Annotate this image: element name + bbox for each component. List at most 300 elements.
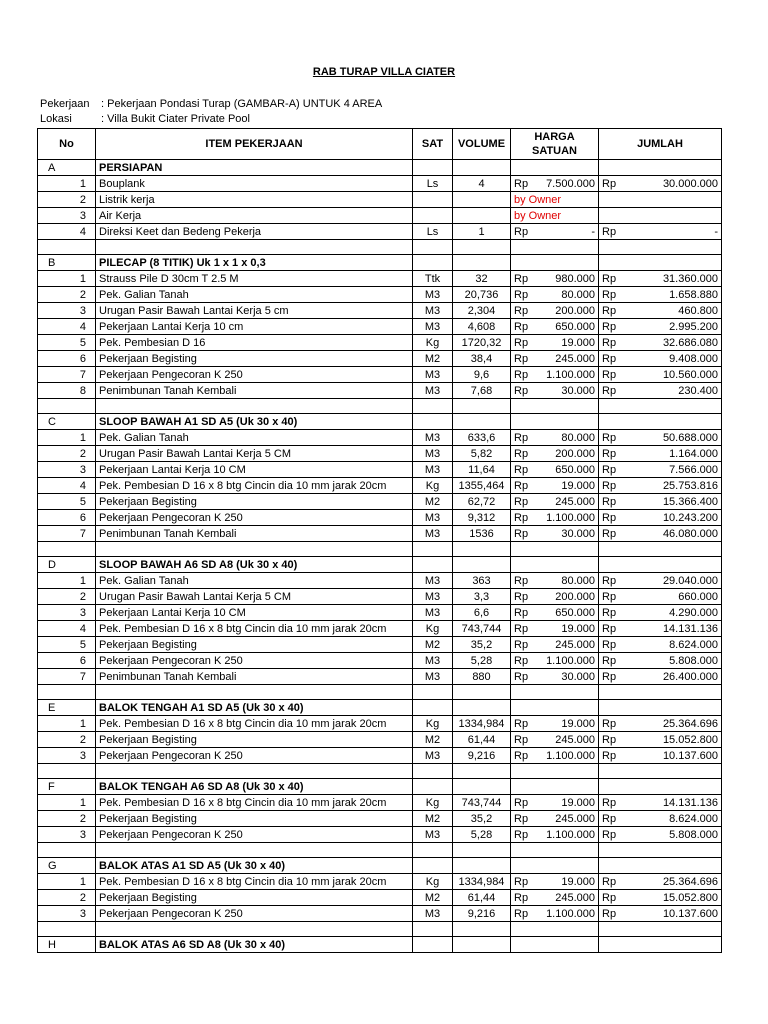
- item-total: [599, 303, 722, 319]
- table-row: [38, 811, 722, 827]
- item-number: 3: [38, 827, 96, 843]
- currency-label: Rp: [514, 828, 529, 841]
- item-number: 4: [38, 224, 96, 240]
- item-unit: [413, 192, 453, 208]
- empty-cell: [413, 557, 453, 573]
- item-volume: 9,312: [453, 510, 511, 526]
- price-value: 245.000: [555, 891, 595, 904]
- currency-label: Rp: [514, 670, 529, 683]
- item-unit: Kg: [413, 621, 453, 637]
- currency-label: Rp: [602, 606, 617, 619]
- currency-label: Rp: [602, 368, 617, 381]
- item-price: [511, 462, 599, 478]
- table-row: [38, 287, 722, 303]
- item-description: Urugan Pasir Bawah Lantai Kerja 5 CM: [96, 589, 413, 605]
- item-total: [599, 589, 722, 605]
- currency-label: Rp: [514, 606, 529, 619]
- item-unit: M3: [413, 303, 453, 319]
- empty-cell: [511, 922, 599, 937]
- total-value: 1.658.880: [669, 288, 718, 301]
- meta-lokasi: [40, 113, 250, 125]
- section-row: [38, 255, 722, 271]
- item-unit: Kg: [413, 335, 453, 351]
- item-description: Pek. Pembesian D 16 x 8 btg Cincin dia 10 mm jarak 20cm: [96, 795, 413, 811]
- item-unit: Ls: [413, 224, 453, 240]
- currency-label: Rp: [602, 431, 617, 444]
- currency-label: Rp: [514, 352, 529, 365]
- empty-cell: [511, 779, 599, 795]
- currency-label: Rp: [602, 574, 617, 587]
- currency-label: Rp: [602, 749, 617, 762]
- item-number: 1: [38, 271, 96, 287]
- item-volume: 9,216: [453, 906, 511, 922]
- currency-label: Rp: [514, 288, 529, 301]
- table-row: [38, 462, 722, 478]
- section-title: BALOK TENGAH A6 SD A8 (Uk 30 x 40): [96, 779, 413, 795]
- empty-cell: [413, 922, 453, 937]
- item-volume: 743,744: [453, 621, 511, 637]
- item-volume: 363: [453, 573, 511, 589]
- item-unit: M3: [413, 510, 453, 526]
- empty-cell: [511, 685, 599, 700]
- price-value: 1.100.000: [546, 749, 595, 762]
- item-price: [511, 906, 599, 922]
- item-number: 7: [38, 526, 96, 542]
- item-description: Pekerjaan Pengecoran K 250: [96, 906, 413, 922]
- item-number: 5: [38, 335, 96, 351]
- price-value: 1.100.000: [546, 511, 595, 524]
- table-row: [38, 192, 722, 208]
- item-number: 2: [38, 446, 96, 462]
- table-row: [38, 367, 722, 383]
- item-volume: 20,736: [453, 287, 511, 303]
- item-total: [599, 494, 722, 510]
- item-price: [511, 573, 599, 589]
- item-price: [511, 303, 599, 319]
- price-value: 245.000: [555, 733, 595, 746]
- empty-cell: [38, 399, 96, 414]
- item-unit: M2: [413, 637, 453, 653]
- item-number: 6: [38, 653, 96, 669]
- section-title: PERSIAPAN: [96, 160, 413, 176]
- item-number: 3: [38, 462, 96, 478]
- item-unit: Kg: [413, 478, 453, 494]
- item-description: Pekerjaan Pengecoran K 250: [96, 653, 413, 669]
- item-total: [599, 430, 722, 446]
- item-volume: 1: [453, 224, 511, 240]
- empty-cell: [413, 764, 453, 779]
- total-value: 4.290.000: [669, 606, 718, 619]
- item-volume: 38,4: [453, 351, 511, 367]
- price-value: 19.000: [561, 796, 595, 809]
- price-value: 80.000: [561, 574, 595, 587]
- item-number: 4: [38, 621, 96, 637]
- currency-label: Rp: [514, 225, 529, 238]
- empty-cell: [413, 700, 453, 716]
- item-price: [511, 605, 599, 621]
- item-number: 1: [38, 795, 96, 811]
- item-unit: Kg: [413, 716, 453, 732]
- currency-label: Rp: [514, 907, 529, 920]
- table-row: [38, 208, 722, 224]
- meta-pekerjaan: [40, 98, 382, 110]
- item-note: by Owner: [511, 208, 599, 224]
- item-volume: 5,28: [453, 653, 511, 669]
- table-row: [38, 335, 722, 351]
- item-number: 1: [38, 176, 96, 192]
- empty-cell: [453, 255, 511, 271]
- currency-label: Rp: [514, 368, 529, 381]
- empty-cell: [599, 240, 722, 255]
- item-volume: 1334,984: [453, 716, 511, 732]
- item-number: 3: [38, 303, 96, 319]
- item-volume: 5,82: [453, 446, 511, 462]
- item-description: Penimbunan Tanah Kembali: [96, 526, 413, 542]
- price-value: 245.000: [555, 812, 595, 825]
- item-number: 8: [38, 383, 96, 399]
- spacer-row: [38, 240, 722, 255]
- empty-cell: [413, 240, 453, 255]
- currency-label: Rp: [602, 272, 617, 285]
- item-volume: 1334,984: [453, 874, 511, 890]
- item-unit: M3: [413, 430, 453, 446]
- item-number: 7: [38, 669, 96, 685]
- item-description: Direksi Keet dan Bedeng Pekerja: [96, 224, 413, 240]
- item-volume: 1536: [453, 526, 511, 542]
- currency-label: Rp: [514, 320, 529, 333]
- empty-cell: [413, 779, 453, 795]
- item-total: [599, 176, 722, 192]
- total-value: 660.000: [678, 590, 718, 603]
- empty-cell: [96, 399, 413, 414]
- item-unit: M3: [413, 589, 453, 605]
- empty-cell: [599, 937, 722, 953]
- item-number: 3: [38, 605, 96, 621]
- item-volume: [453, 208, 511, 224]
- section-row: [38, 779, 722, 795]
- item-description: Pekerjaan Begisting: [96, 890, 413, 906]
- section-title: SLOOP BAWAH A1 SD A5 (Uk 30 x 40): [96, 414, 413, 430]
- item-total: [599, 319, 722, 335]
- table-row: [38, 890, 722, 906]
- empty-cell: [38, 843, 96, 858]
- item-number: 5: [38, 494, 96, 510]
- item-description: Listrik kerja: [96, 192, 413, 208]
- item-unit: M3: [413, 462, 453, 478]
- empty-cell: [599, 399, 722, 414]
- item-volume: 61,44: [453, 890, 511, 906]
- empty-cell: [599, 700, 722, 716]
- section-row: [38, 700, 722, 716]
- spacer-row: [38, 843, 722, 858]
- price-value: 80.000: [561, 288, 595, 301]
- currency-label: Rp: [602, 288, 617, 301]
- empty-cell: [599, 858, 722, 874]
- section-letter: G: [38, 858, 96, 874]
- total-value: 8.624.000: [669, 638, 718, 651]
- currency-label: Rp: [514, 590, 529, 603]
- table-row: [38, 526, 722, 542]
- item-unit: M3: [413, 748, 453, 764]
- item-volume: 11,64: [453, 462, 511, 478]
- item-total: [599, 335, 722, 351]
- price-value: 200.000: [555, 447, 595, 460]
- price-value: 1.100.000: [546, 654, 595, 667]
- pekerjaan-label: Pekerjaan: [40, 98, 90, 110]
- empty-cell: [511, 255, 599, 271]
- total-value: 1.164.000: [669, 447, 718, 460]
- empty-cell: [599, 764, 722, 779]
- spacer-row: [38, 399, 722, 414]
- price-value: 19.000: [561, 875, 595, 888]
- item-number: 7: [38, 367, 96, 383]
- spacer-row: [38, 922, 722, 937]
- price-value: 200.000: [555, 590, 595, 603]
- item-volume: 3,3: [453, 589, 511, 605]
- spacer-row: [38, 542, 722, 557]
- empty-cell: [511, 764, 599, 779]
- empty-cell: [453, 542, 511, 557]
- item-price: [511, 732, 599, 748]
- price-value: 980.000: [555, 272, 595, 285]
- item-price: [511, 224, 599, 240]
- item-price: [511, 383, 599, 399]
- item-total: [599, 637, 722, 653]
- item-description: Pekerjaan Pengecoran K 250: [96, 748, 413, 764]
- item-unit: M2: [413, 890, 453, 906]
- item-price: [511, 874, 599, 890]
- item-volume: 7,68: [453, 383, 511, 399]
- empty-cell: [38, 764, 96, 779]
- empty-cell: [413, 255, 453, 271]
- item-number: 2: [38, 890, 96, 906]
- currency-label: Rp: [514, 463, 529, 476]
- price-value: 650.000: [555, 606, 595, 619]
- currency-label: Rp: [602, 447, 617, 460]
- item-description: Pek. Galian Tanah: [96, 287, 413, 303]
- price-value: 30.000: [561, 384, 595, 397]
- empty-cell: [599, 779, 722, 795]
- total-value: 14.131.136: [662, 796, 718, 809]
- empty-cell: [511, 240, 599, 255]
- item-price: [511, 271, 599, 287]
- price-value: 19.000: [561, 479, 595, 492]
- item-number: 3: [38, 208, 96, 224]
- item-number: 2: [38, 287, 96, 303]
- empty-cell: [413, 542, 453, 557]
- empty-cell: [453, 700, 511, 716]
- item-volume: 4: [453, 176, 511, 192]
- item-volume: 880: [453, 669, 511, 685]
- table-row: [38, 303, 722, 319]
- item-description: Pekerjaan Begisting: [96, 732, 413, 748]
- total-value: -: [714, 225, 718, 238]
- section-title: BALOK ATAS A6 SD A8 (Uk 30 x 40): [96, 937, 413, 953]
- item-description: Pekerjaan Lantai Kerja 10 cm: [96, 319, 413, 335]
- table-row: [38, 176, 722, 192]
- item-volume: 32: [453, 271, 511, 287]
- item-total: [599, 748, 722, 764]
- currency-label: Rp: [514, 733, 529, 746]
- currency-label: Rp: [514, 431, 529, 444]
- total-value: 10.137.600: [662, 749, 718, 762]
- item-total: [599, 874, 722, 890]
- total-value: 14.131.136: [662, 622, 718, 635]
- empty-cell: [453, 779, 511, 795]
- item-price: [511, 890, 599, 906]
- item-unit: M3: [413, 526, 453, 542]
- table-row: [38, 573, 722, 589]
- item-unit: M3: [413, 669, 453, 685]
- empty-cell: [453, 160, 511, 176]
- section-letter: D: [38, 557, 96, 573]
- item-total: [599, 653, 722, 669]
- item-number: 3: [38, 906, 96, 922]
- header-harga: HARGA SATUAN: [511, 129, 599, 160]
- empty-cell: [413, 937, 453, 953]
- item-total: [599, 478, 722, 494]
- item-total: [599, 462, 722, 478]
- empty-cell: [599, 208, 722, 224]
- section-title: SLOOP BAWAH A6 SD A8 (Uk 30 x 40): [96, 557, 413, 573]
- table-row: [38, 716, 722, 732]
- currency-label: Rp: [602, 527, 617, 540]
- section-letter: A: [38, 160, 96, 176]
- item-volume: 62,72: [453, 494, 511, 510]
- item-description: Pek. Galian Tanah: [96, 573, 413, 589]
- price-value: 7.500.000: [546, 177, 595, 190]
- total-value: 31.360.000: [662, 272, 718, 285]
- empty-cell: [599, 542, 722, 557]
- empty-cell: [511, 700, 599, 716]
- section-row: [38, 937, 722, 953]
- item-total: [599, 906, 722, 922]
- currency-label: Rp: [514, 495, 529, 508]
- item-description: Pekerjaan Begisting: [96, 637, 413, 653]
- price-value: -: [591, 225, 595, 238]
- item-description: Strauss Pile D 30cm T 2.5 M: [96, 271, 413, 287]
- price-value: 1.100.000: [546, 907, 595, 920]
- empty-cell: [413, 858, 453, 874]
- item-number: 4: [38, 319, 96, 335]
- item-price: [511, 621, 599, 637]
- currency-label: Rp: [602, 495, 617, 508]
- rab-table-body: [38, 129, 722, 953]
- table-row: [38, 874, 722, 890]
- lokasi-label: Lokasi: [40, 113, 72, 125]
- header-volume: VOLUME: [453, 129, 511, 160]
- table-header-row: [38, 129, 722, 160]
- empty-cell: [453, 764, 511, 779]
- item-unit: M2: [413, 732, 453, 748]
- price-value: 30.000: [561, 527, 595, 540]
- item-unit: M3: [413, 446, 453, 462]
- item-price: [511, 319, 599, 335]
- currency-label: Rp: [602, 320, 617, 333]
- currency-label: Rp: [602, 638, 617, 651]
- empty-cell: [599, 414, 722, 430]
- item-note: by Owner: [511, 192, 599, 208]
- currency-label: Rp: [602, 336, 617, 349]
- item-total: [599, 795, 722, 811]
- currency-label: Rp: [602, 479, 617, 492]
- item-total: [599, 573, 722, 589]
- currency-label: Rp: [602, 796, 617, 809]
- currency-label: Rp: [602, 622, 617, 635]
- item-unit: Kg: [413, 795, 453, 811]
- spacer-row: [38, 764, 722, 779]
- currency-label: Rp: [602, 670, 617, 683]
- total-value: 10.243.200: [662, 511, 718, 524]
- item-price: [511, 637, 599, 653]
- table-row: [38, 510, 722, 526]
- section-letter: H: [38, 937, 96, 953]
- item-volume: 9,6: [453, 367, 511, 383]
- item-number: 5: [38, 637, 96, 653]
- item-description: Pekerjaan Lantai Kerja 10 CM: [96, 605, 413, 621]
- item-price: [511, 176, 599, 192]
- table-row: [38, 748, 722, 764]
- item-price: [511, 287, 599, 303]
- item-total: [599, 827, 722, 843]
- empty-cell: [96, 240, 413, 255]
- item-unit: M3: [413, 906, 453, 922]
- currency-label: Rp: [602, 304, 617, 317]
- item-total: [599, 510, 722, 526]
- item-unit: M3: [413, 827, 453, 843]
- item-total: [599, 621, 722, 637]
- empty-cell: [599, 843, 722, 858]
- item-number: 4: [38, 478, 96, 494]
- total-value: 10.560.000: [662, 368, 718, 381]
- total-value: 26.400.000: [662, 670, 718, 683]
- item-price: [511, 716, 599, 732]
- currency-label: Rp: [514, 574, 529, 587]
- empty-cell: [96, 685, 413, 700]
- item-unit: M3: [413, 653, 453, 669]
- item-price: [511, 351, 599, 367]
- empty-cell: [599, 192, 722, 208]
- currency-label: Rp: [602, 812, 617, 825]
- item-price: [511, 669, 599, 685]
- currency-label: Rp: [602, 717, 617, 730]
- section-title: BALOK ATAS A1 SD A5 (Uk 30 x 40): [96, 858, 413, 874]
- table-row: [38, 478, 722, 494]
- item-number: 1: [38, 573, 96, 589]
- total-value: 32.686.080: [662, 336, 718, 349]
- item-description: Pek. Pembesian D 16: [96, 335, 413, 351]
- item-number: 2: [38, 811, 96, 827]
- item-description: Air Kerja: [96, 208, 413, 224]
- currency-label: Rp: [514, 654, 529, 667]
- item-price: [511, 367, 599, 383]
- empty-cell: [599, 685, 722, 700]
- item-description: Urugan Pasir Bawah Lantai Kerja 5 cm: [96, 303, 413, 319]
- item-unit: M3: [413, 383, 453, 399]
- empty-cell: [96, 764, 413, 779]
- currency-label: Rp: [602, 828, 617, 841]
- item-number: 6: [38, 510, 96, 526]
- table-row: [38, 589, 722, 605]
- currency-label: Rp: [602, 225, 617, 238]
- currency-label: Rp: [514, 336, 529, 349]
- currency-label: Rp: [514, 272, 529, 285]
- price-value: 245.000: [555, 638, 595, 651]
- total-value: 46.080.000: [662, 527, 718, 540]
- item-description: Pek. Galian Tanah: [96, 430, 413, 446]
- currency-label: Rp: [602, 590, 617, 603]
- total-value: 50.688.000: [662, 431, 718, 444]
